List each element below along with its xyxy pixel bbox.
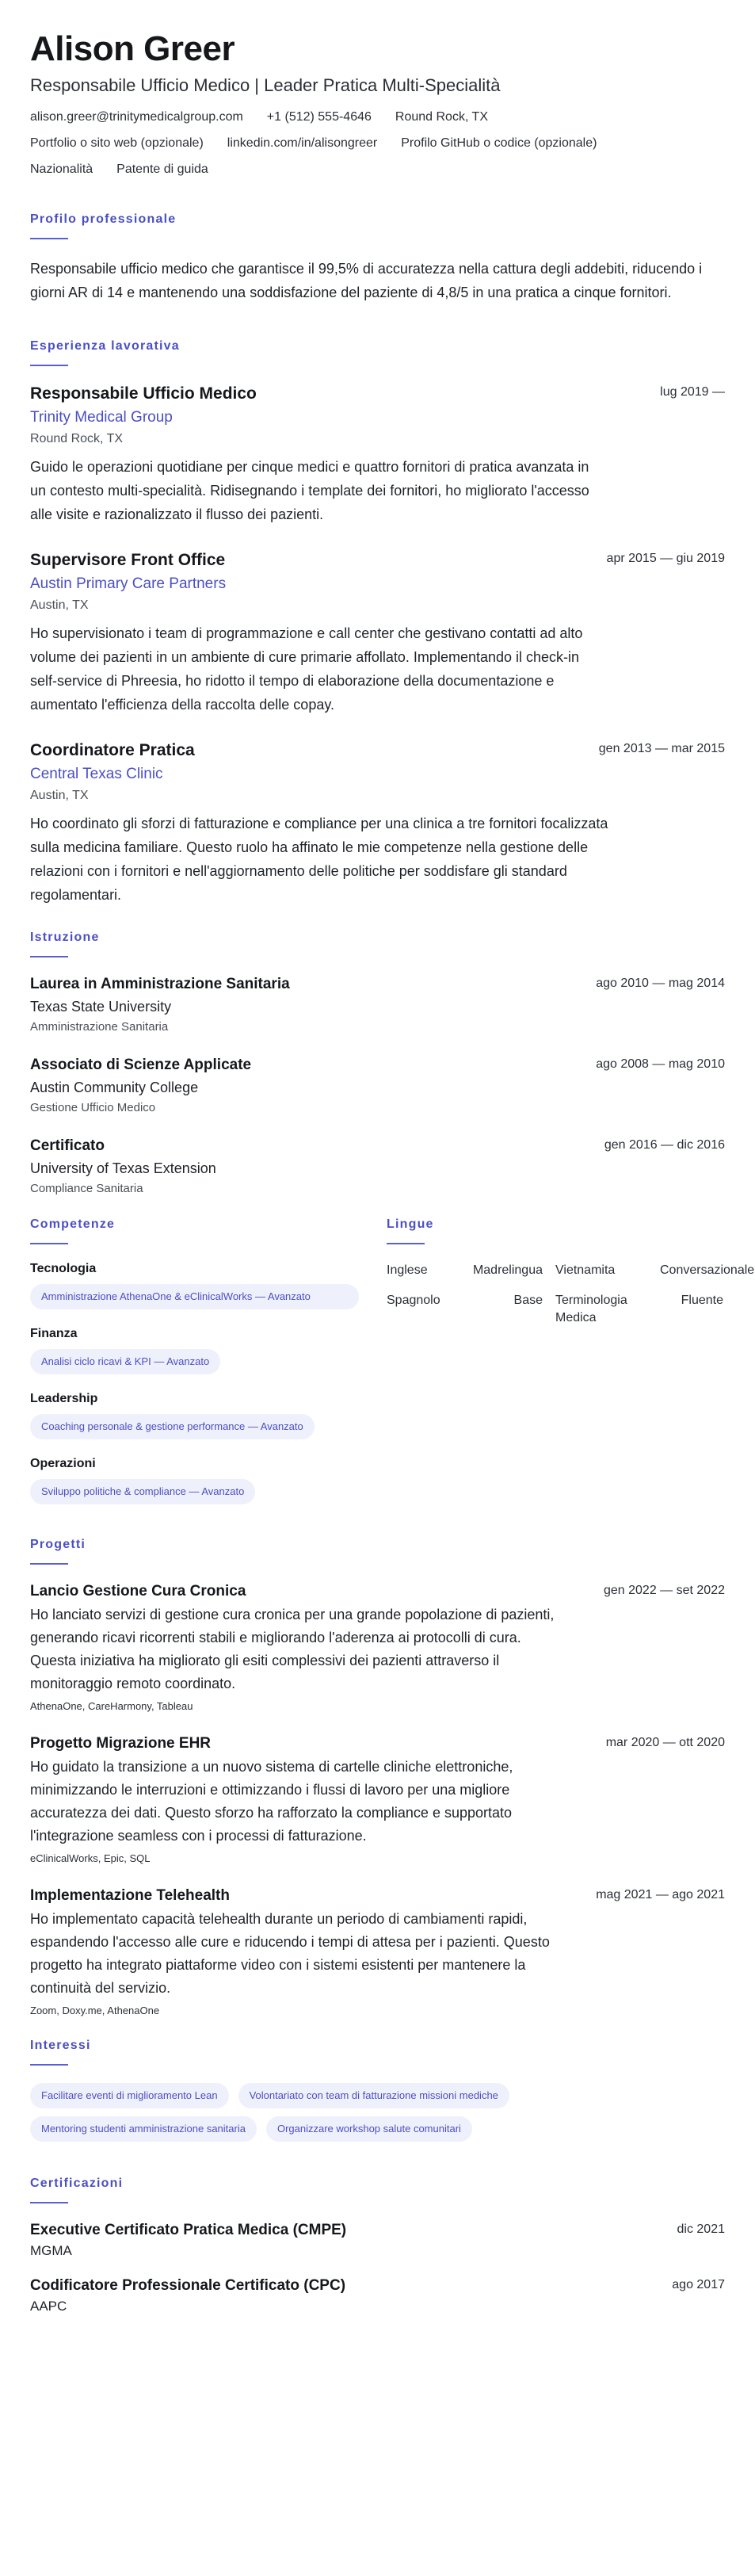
- job-title: Coordinatore Pratica: [30, 741, 195, 759]
- certification-name: Codificatore Professionale Certificato (CPC): [30, 2277, 346, 2294]
- job-dates: lug 2019 —: [660, 385, 725, 399]
- section-title-skills: Competenze: [30, 1217, 116, 1231]
- certification-date: dic 2021: [677, 2222, 725, 2236]
- skills-section: [30, 1217, 387, 1522]
- language-name: Vietnamita: [555, 1263, 616, 1277]
- section-divider: [30, 1243, 68, 1244]
- contact-row-3: [30, 162, 725, 178]
- contact-driving-license: Patente di guida: [116, 162, 208, 176]
- job-location: Austin, TX: [30, 598, 89, 612]
- certification-issuer: AAPC: [30, 2299, 67, 2314]
- project-dates: mar 2020 — ott 2020: [605, 1736, 725, 1749]
- certification-name: Executive Certificato Pratica Medica (CMPE): [30, 2222, 347, 2238]
- skill-group: [30, 1327, 387, 1374]
- contact-nationality: Nazionalità: [30, 162, 93, 176]
- project-tools: eClinicalWorks, Epic, SQL: [30, 1852, 151, 1864]
- education-entry: [30, 975, 725, 1035]
- education-school: Texas State University: [30, 999, 172, 1015]
- project-description: Ho guidato la transizione a un nuovo sistema di cartelle cliniche elettroniche, minimizzando le interruzioni e ottimizzando i flussi di lavoro per una migliore accuratezza dei dati. Questo sforzo ha rafforzato la compliance e supportato l'integrazione seamless con i processi di fatturazione.: [30, 1759, 513, 1844]
- job-entry: [30, 384, 725, 526]
- skill-chip: Analisi ciclo ricavi & KPI — Avanzato: [30, 1349, 220, 1374]
- project-dates: gen 2022 — set 2022: [603, 1584, 725, 1597]
- project-entry: [30, 1886, 725, 2016]
- interests-chips: [30, 2083, 725, 2142]
- job-description: Ho coordinato gli sforzi di fatturazione e compliance per una clinica a tre fornitori focalizzata sulla medicina familiare. Questo ruolo ha affinato le mie competenze nella gestione delle relazioni con i fornitori e nell'aggiornamento delle politiche per soddisfare gli standard regolamentari.: [30, 816, 608, 903]
- section-divider: [30, 1563, 68, 1565]
- section-title-interests: Interessi: [30, 2039, 91, 2052]
- section-divider: [30, 2064, 68, 2066]
- job-company: Trinity Medical Group: [30, 409, 173, 426]
- contact-portfolio[interactable]: Portfolio o sito web (opzionale): [30, 136, 204, 150]
- project-tools: AthenaOne, CareHarmony, Tableau: [30, 1700, 193, 1712]
- skill-group: [30, 1392, 387, 1439]
- education-section: [30, 931, 725, 1197]
- section-divider: [387, 1243, 425, 1244]
- certification-date: ago 2017: [672, 2278, 725, 2291]
- skill-chip: Amministrazione AthenaOne & eClinicalWorks — Avanzato: [30, 1284, 359, 1309]
- skill-group: [30, 1457, 387, 1504]
- section-divider: [30, 365, 68, 366]
- skill-category: Finanza: [30, 1327, 78, 1340]
- section-title-experience: Esperienza lavorativa: [30, 339, 180, 353]
- section-title-projects: Progetti: [30, 1538, 86, 1551]
- summary-section: [30, 212, 725, 304]
- education-dates: gen 2016 — dic 2016: [604, 1138, 725, 1152]
- job-company: Central Texas Clinic: [30, 766, 163, 782]
- project-title: Progetto Migrazione EHR: [30, 1735, 212, 1752]
- project-title: Lancio Gestione Cura Cronica: [30, 1583, 246, 1599]
- projects-section: [30, 1538, 725, 2016]
- education-entry: [30, 1056, 725, 1116]
- interest-chip: Organizzare workshop salute comunitari: [266, 2116, 472, 2142]
- skill-group: [30, 1262, 387, 1309]
- section-divider: [30, 238, 68, 239]
- interests-section: [30, 2039, 725, 2142]
- interest-chip: Facilitare eventi di miglioramento Lean: [30, 2083, 229, 2108]
- job-title: Supervisore Front Office: [30, 551, 226, 569]
- contact-row-1: [30, 109, 725, 125]
- education-dates: ago 2010 — mag 2014: [596, 977, 725, 990]
- job-dates: apr 2015 — giu 2019: [606, 552, 725, 565]
- project-description: Ho implementato capacità telehealth durante un periodo di cambiamenti rapidi, espandendo l'accesso alle cure e riducendo i tempi di attesa per i pazienti. Questo progetto ha integrato piattaforme video con i sistemi esistenti per mantenere la continuità del servizio.: [30, 1911, 550, 1996]
- section-title-languages: Lingue: [387, 1217, 434, 1231]
- education-field: Gestione Ufficio Medico: [30, 1101, 156, 1114]
- skills-languages-row: [30, 1217, 755, 1522]
- education-field: Compliance Sanitaria: [30, 1182, 143, 1195]
- education-school: Austin Community College: [30, 1080, 199, 1095]
- experience-section: [30, 339, 725, 907]
- language-level: Madrelingua: [472, 1263, 543, 1277]
- language-row: [387, 1292, 725, 1327]
- candidate-headline: Responsabile Ufficio Medico | Leader Pratica Multi-Specialità: [30, 75, 501, 95]
- skill-category: Leadership: [30, 1392, 98, 1405]
- education-degree: Associato di Scienze Applicate: [30, 1057, 252, 1073]
- project-tools: Zoom, Doxy.me, AthenaOne: [30, 2005, 160, 2016]
- education-field: Amministrazione Sanitaria: [30, 1020, 169, 1034]
- section-title-education: Istruzione: [30, 931, 100, 944]
- job-location: Round Rock, TX: [30, 432, 124, 445]
- skill-category: Tecnologia: [30, 1262, 97, 1275]
- candidate-name: Alison Greer: [30, 29, 235, 68]
- section-title-certifications: Certificazioni: [30, 2177, 124, 2190]
- resume-header: [30, 30, 725, 178]
- skill-chip: Coaching personale & gestione performance — Avanzato: [30, 1414, 315, 1439]
- job-company: Austin Primary Care Partners: [30, 575, 227, 592]
- contact-email[interactable]: alison.greer@trinitymedicalgroup.com: [30, 110, 243, 124]
- project-description: Ho lanciato servizi di gestione cura cronica per una grande popolazione di pazienti, generando ricavi ricorrenti stabili e migliorando l'aderenza ai protocolli di cura. Questa iniziativa ha migliorato gli esiti complessivi dei pazienti attraverso il monitoraggio remoto coordinato.: [30, 1607, 555, 1691]
- section-divider: [30, 2202, 68, 2203]
- language-name: Inglese: [387, 1263, 428, 1277]
- certification-entry: [30, 2221, 725, 2259]
- certification-issuer: MGMA: [30, 2243, 72, 2258]
- languages-section: [387, 1217, 755, 1522]
- language-name: Spagnolo: [387, 1294, 440, 1307]
- interest-chip: Volontariato con team di fatturazione missioni mediche: [238, 2083, 509, 2108]
- contact-github[interactable]: Profilo GitHub o codice (opzionale): [401, 136, 597, 150]
- job-entry: [30, 550, 725, 717]
- contact-row-2: [30, 136, 725, 151]
- education-school: University of Texas Extension: [30, 1160, 216, 1176]
- project-entry: [30, 1582, 725, 1712]
- education-degree: Laurea in Amministrazione Sanitaria: [30, 976, 290, 992]
- section-divider: [30, 956, 68, 957]
- contact-location: Round Rock, TX: [395, 110, 488, 124]
- contact-phone[interactable]: +1 (512) 555-4646: [266, 110, 372, 124]
- job-description: Ho supervisionato i team di programmazione e call center che gestivano contatti ad alto volume dei pazienti in un ambiente di cure primarie affollato. Implementando il check-in self-service di Phreesia, ho ridotto il tempo di elaborazione della documentazione e aumentato l'efficienza della raccolta delle copay.: [30, 625, 583, 713]
- project-entry: [30, 1734, 725, 1864]
- job-location: Austin, TX: [30, 789, 89, 802]
- job-description: Guido le operazioni quotidiane per cinque medici e quattro fornitori di pratica avanzata in un contesto multi-specialità. Ridisegnando i template dei fornitori, ho migliorato l'accesso alle visite e razionalizzato il flusso dei pazienti.: [30, 459, 589, 522]
- education-degree: Certificato: [30, 1137, 105, 1154]
- project-title: Implementazione Telehealth: [30, 1887, 230, 1904]
- certification-entry: [30, 2276, 725, 2314]
- language-level: Base: [513, 1294, 543, 1307]
- language-row: [387, 1262, 755, 1279]
- language-name: Terminologia Medica: [555, 1294, 627, 1324]
- language-level: Fluente: [681, 1294, 723, 1307]
- skill-chip: Sviluppo politiche & compliance — Avanzato: [30, 1479, 255, 1504]
- education-entry: [30, 1137, 725, 1197]
- education-dates: ago 2008 — mag 2010: [596, 1057, 725, 1071]
- summary-text: Responsabile ufficio medico che garantisce il 99,5% di accuratezza nella cattura degli addebiti, riducendo i giorni AR di 14 e mantenendo una soddisfazione del paziente di 4,8/5 in una pratica a cinque fornitori.: [30, 261, 703, 300]
- job-title: Responsabile Ufficio Medico: [30, 384, 257, 403]
- skill-category: Operazioni: [30, 1457, 96, 1470]
- job-entry: [30, 740, 725, 907]
- project-dates: mag 2021 — ago 2021: [596, 1888, 725, 1901]
- interest-chip: Mentoring studenti amministrazione sanitaria: [30, 2116, 257, 2142]
- section-title-summary: Profilo professionale: [30, 212, 177, 226]
- certifications-section: [30, 2177, 725, 2314]
- language-level: Conversazionale: [660, 1263, 755, 1277]
- job-dates: gen 2013 — mar 2015: [598, 742, 725, 755]
- contact-linkedin[interactable]: linkedin.com/in/alisongreer: [227, 136, 378, 150]
